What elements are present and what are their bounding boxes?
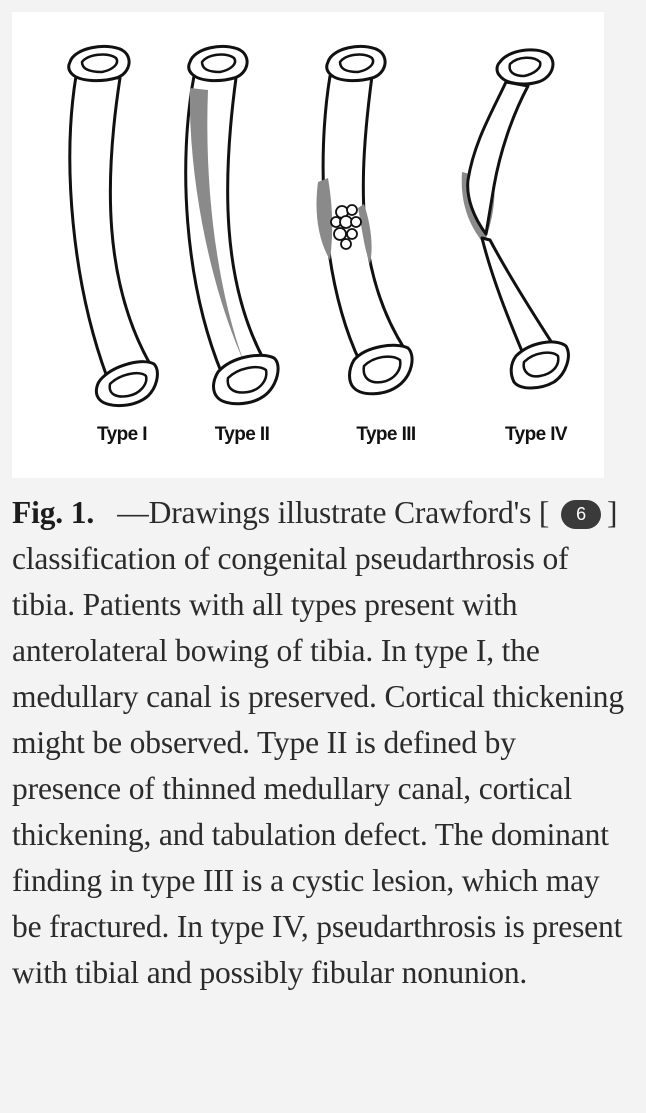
figure-label: Fig. 1. xyxy=(12,495,95,530)
type-1-label: Type I xyxy=(97,424,147,445)
tibia-type-3 xyxy=(317,46,413,393)
reference-badge[interactable]: 6 xyxy=(561,500,601,529)
type-3-label: Type III xyxy=(356,424,416,445)
tibia-type-1 xyxy=(69,46,158,405)
caption-text-part1: —Drawings illustrate Crawford's [ xyxy=(117,495,550,530)
figure-caption xyxy=(12,490,632,996)
type-2-label: Type II xyxy=(214,424,270,445)
tibia-type-4 xyxy=(462,50,569,388)
caption-text-part2: ] classification of congenital pseudarthrosis of tibia. Patients with all types present with anterolateral bowing of tibia. In type I, the medullary canal is preserved. Cortical thickening might be observed. Type II is defined by presence of thinned medullary canal, cortical thickening, and tabulation defect. The dominant finding in type III is a cystic lesion, which may be fractured. In type IV, pseudarthrosis is present with tibial and possibly fibular nonunion. xyxy=(12,495,624,990)
type-4-label: Type IV xyxy=(505,424,567,445)
figure-panel xyxy=(12,12,604,478)
tibia-type-2 xyxy=(186,46,278,403)
crawford-classification-drawing xyxy=(12,12,604,478)
